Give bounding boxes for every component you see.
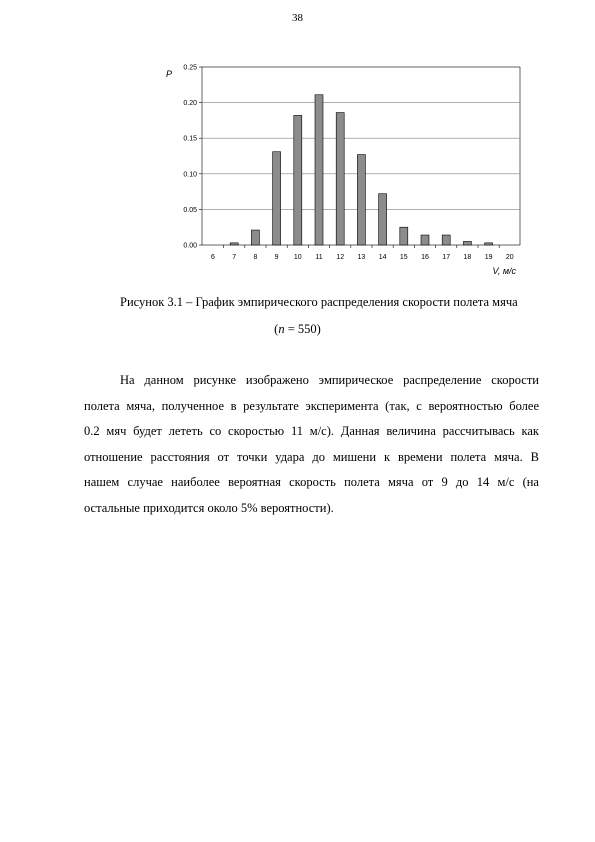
x-tick-label: 6	[211, 254, 215, 261]
bar	[251, 230, 259, 245]
bar	[336, 113, 344, 245]
bar	[230, 243, 238, 245]
bar	[379, 194, 387, 245]
bar	[294, 115, 302, 245]
x-tick-label: 20	[505, 254, 514, 261]
x-tick-label: 14	[378, 254, 387, 261]
bar	[463, 241, 471, 245]
chart-svg	[160, 55, 530, 285]
bar	[400, 227, 408, 245]
x-tick-label: 19	[484, 254, 493, 261]
caption-open-paren: (	[274, 322, 279, 336]
page-number: 38	[292, 12, 303, 24]
paragraph-line: На данном рисунке изображено эмпирическое распределение скорости	[120, 373, 539, 387]
body-paragraph	[84, 368, 539, 521]
bar	[485, 243, 493, 245]
paragraph-line: отношение расстояния от точки удара до мишени к времени полета мяча. В	[84, 449, 539, 464]
x-tick-label: 10	[293, 254, 302, 261]
paragraph-line: остальные приходится около 5% вероятности).	[84, 500, 334, 515]
paragraph-line: полета мяча, полученное в результате эксперимента (так, с вероятностью более	[84, 398, 539, 413]
caption-n-value: = 550)	[284, 322, 321, 336]
x-tick-label: 12	[336, 254, 345, 261]
x-tick-label: 11	[315, 254, 323, 261]
y-axis-title: P	[166, 69, 173, 79]
y-tick-label: 0.20	[183, 100, 197, 108]
figure-caption-sample-size	[0, 322, 595, 337]
bar	[442, 235, 450, 245]
y-tick-label: 0.05	[183, 206, 197, 214]
paragraph-line: 0.2 мяч будет лететь со скоростью 11 м/с). Данная величина рассчитывась как	[84, 424, 539, 438]
y-tick-label: 0.15	[183, 135, 197, 143]
x-tick-label: 7	[232, 254, 237, 261]
x-tick-label: 16	[421, 254, 429, 261]
bar	[357, 155, 365, 245]
y-tick-label: 0.25	[183, 64, 197, 72]
x-axis-title: V, м/с	[492, 266, 516, 276]
x-tick-label: 8	[253, 254, 258, 261]
x-tick-label: 9	[274, 254, 279, 261]
x-tick-label: 18	[463, 254, 472, 261]
caption-n-symbol: n	[278, 322, 285, 336]
y-tick-label: 0.00	[183, 242, 197, 250]
figure-caption: Рисунок 3.1 – График эмпирического распределения скорости полета мяча	[120, 295, 518, 309]
bar	[315, 95, 323, 245]
x-tick-label: 13	[357, 254, 366, 261]
bar	[273, 152, 281, 245]
paragraph-line: нашем случае наиболее вероятная скорость полета мяча от 9 до 14 м/с (на	[84, 475, 539, 489]
velocity-distribution-chart	[160, 55, 530, 285]
x-tick-label: 17	[442, 254, 451, 261]
bar	[421, 235, 429, 245]
y-tick-label: 0.10	[183, 171, 197, 179]
x-tick-label: 15	[399, 254, 408, 261]
